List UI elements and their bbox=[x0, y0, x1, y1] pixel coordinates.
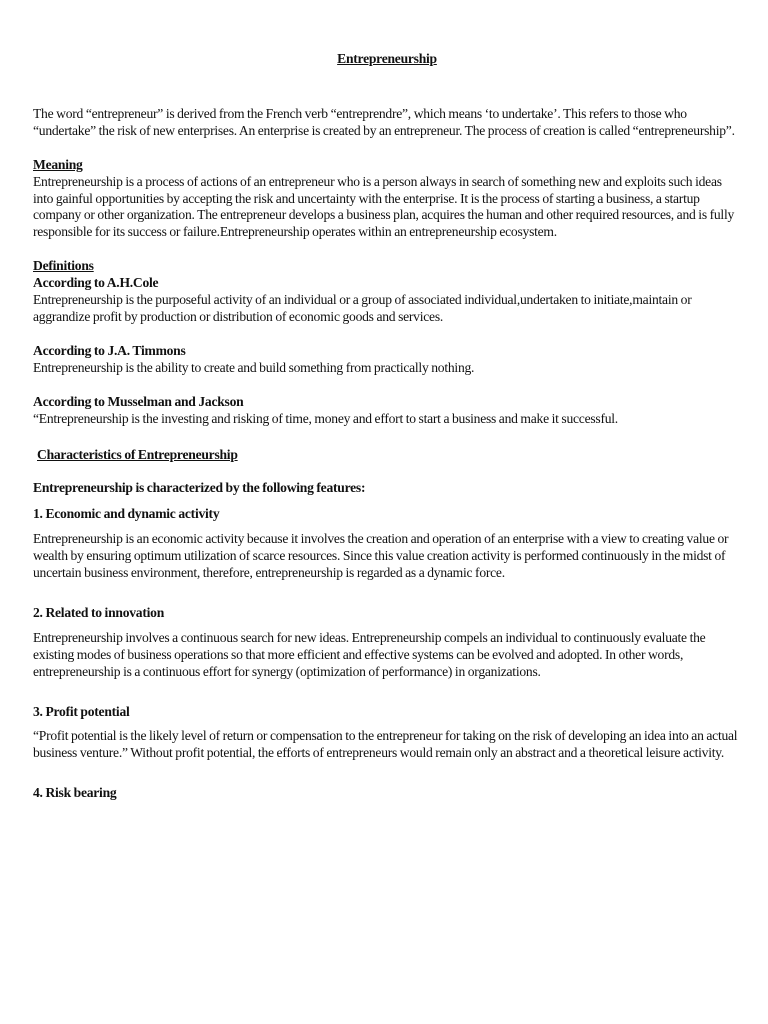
characteristics-section bbox=[33, 447, 741, 803]
meaning-heading: Meaning bbox=[33, 156, 83, 172]
document-title: Entrepreneurship bbox=[337, 51, 437, 66]
definition-item bbox=[33, 394, 741, 428]
definitions-section bbox=[33, 258, 741, 427]
definition-text: Entrepreneurship is the purposeful activity of an individual or a group of associated individual,undertaken to initiate,maintain or aggrandize profit by production or distribution of economic goods and services. bbox=[33, 292, 692, 324]
definition-item bbox=[33, 275, 741, 326]
document-page bbox=[33, 51, 741, 802]
intro-paragraph: The word “entrepreneur” is derived from the French verb “entreprendre”, which means ‘to undertake’. This refers to those who “undertake” the risk of new enterprises. An enterprise is created by an entrepreneur. The process of creation is called “entrepreneurship”. bbox=[33, 105, 735, 138]
characteristics-intro: Entrepreneurship is characterized by the following features: bbox=[33, 480, 366, 496]
characteristic-heading: 1. Economic and dynamic activity bbox=[33, 506, 220, 522]
characteristic-heading: 3. Profit potential bbox=[33, 703, 130, 719]
characteristics-heading: Characteristics of Entrepreneurship bbox=[37, 446, 238, 462]
definition-source: According to J.A. Timmons bbox=[33, 342, 186, 358]
definition-text: “Entrepreneurship is the investing and risking of time, money and effort to start a business and make it successful. bbox=[33, 410, 618, 426]
definition-source: According to Musselman and Jackson bbox=[33, 393, 244, 409]
characteristic-heading: 4. Risk bearing bbox=[33, 785, 117, 801]
characteristic-paragraph: “Profit potential is the likely level of return or compensation to the entrepreneur for taking on the risk of developing an idea into an actual business venture.” Without profit potential, the efforts of entrepreneurs would remain only an abstract and a theoretical leisure activity. bbox=[33, 728, 738, 761]
definition-item bbox=[33, 343, 741, 377]
characteristic-paragraph: Entrepreneurship involves a continuous search for new ideas. Entrepreneurship compels an individual to continuously evaluate the existing modes of business operations so that more efficient and effective systems can be evolved and adopted. In other words, entrepreneurship is a continuous effort for synergy (optimization of performance) in organizations. bbox=[33, 629, 706, 679]
meaning-paragraph: Entrepreneurship is a process of actions of an entrepreneur who is a person always in search of something new and exploits such ideas into gainful opportunities by accepting the risk and uncertainty with the enterprise. It is the process of starting a business, a startup company or other organization. The entrepreneur develops a business plan, acquires the human and other required resources, and is fully responsible for its success or failure.Entrepreneurship operates within an entrepreneurship ecosystem. bbox=[33, 173, 735, 240]
characteristic-paragraph: Entrepreneurship is an economic activity because it involves the creation and operation of an enterprise with a view to creating value or wealth by ensuring optimum utilization of scarce resources. Since this value creation activity is performed continuously in the midst of uncertain business environment, therefore, entrepreneurship is regarded as a dynamic force. bbox=[33, 531, 729, 581]
definition-text: Entrepreneurship is the ability to create and build something from practically nothing. bbox=[33, 359, 475, 375]
meaning-section bbox=[33, 157, 741, 242]
characteristic-heading: 2. Related to innovation bbox=[33, 604, 165, 620]
definitions-heading: Definitions bbox=[33, 258, 94, 274]
definition-source: According to A.H.Cole bbox=[33, 275, 159, 291]
